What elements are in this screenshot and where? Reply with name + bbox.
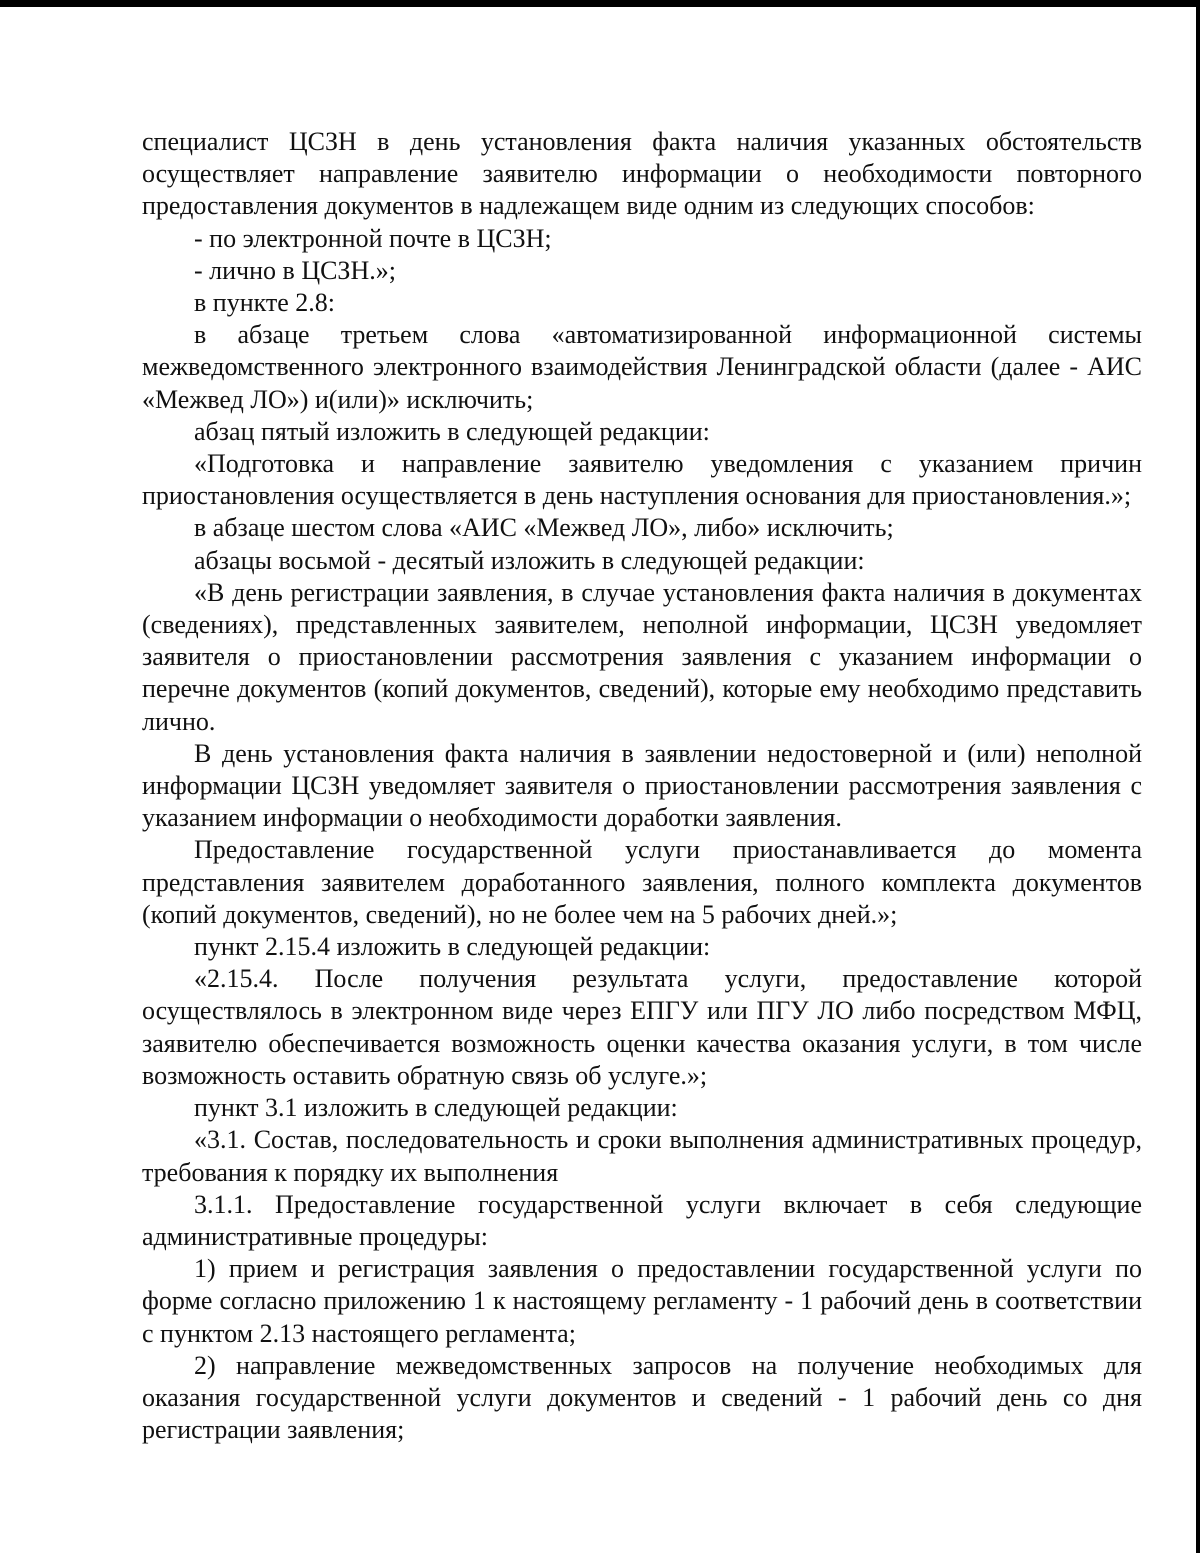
scan-edge-right: [1196, 0, 1200, 1553]
paragraph: пункт 2.15.4 изложить в следующей редакции:: [194, 932, 711, 962]
document-body: [142, 126, 1142, 1446]
paragraph: 1) прием и регистрация заявления о предоставлении государственной услуги по форме согласно приложению 1 к настоящему регламенту - 1 рабочий день в соответствии с пунктом 2.13 настоящего регламента;: [142, 1254, 1142, 1348]
paragraph: абзац пятый изложить в следующей редакции:: [194, 416, 710, 446]
paragraph: абзацы восьмой - десятый изложить в следующей редакции:: [194, 545, 865, 575]
paragraph: в пункте 2.8:: [194, 288, 336, 318]
paragraph: «2.15.4. После получения результата услуги, предоставление которой осуществлялось в электронном виде через ЕПГУ или ПГУ ЛО либо посредством МФЦ, заявителю обеспечивается возможность оценки качества оказания услуги, в том числе возможность оставить обратную связь об услуге.»;: [142, 964, 1142, 1090]
scan-edge-top: [0, 0, 1200, 7]
paragraph: пункт 3.1 изложить в следующей редакции:: [194, 1093, 678, 1123]
paragraph: «Подготовка и направление заявителю уведомления с указанием причин приостановления осуществляется в день наступления основания для приостановления.»;: [142, 449, 1142, 511]
paragraph: «В день регистрации заявления, в случае установления факта наличия в документах (сведениях), представленных заявителем, неполной информации, ЦСЗН уведомляет заявителя о приостановлении рассмотрения заявления с указанием информации о перечне документов (копий документов, сведений), которые ему необходимо представить лично.: [142, 577, 1142, 736]
paragraph: - по электронной почте в ЦСЗН;: [194, 223, 552, 253]
paragraph: в абзаце третьем слова «автоматизированной информационной системы межведомственного электронного взаимодействия Ленинградской области (далее - АИС «Межвед ЛО») и(или)» исключить;: [142, 320, 1142, 414]
paragraph: специалист ЦСЗН в день установления факта наличия указанных обстоятельств осуществляет направление заявителю информации о необходимости повторного предоставления документов в надлежащем виде одним из следующих способов:: [142, 127, 1142, 221]
paragraph: - лично в ЦСЗН.»;: [194, 255, 396, 285]
paragraph: 3.1.1. Предоставление государственной услуги включает в себя следующие административные процедуры:: [142, 1189, 1142, 1251]
paragraph: «3.1. Состав, последовательность и сроки выполнения административных процедур, требования к порядку их выполнения: [142, 1125, 1142, 1187]
paragraph: В день установления факта наличия в заявлении недостоверной и (или) неполной информации ЦСЗН уведомляет заявителя о приостановлении рассмотрения заявления с указанием информации о необходимости доработки заявления.: [142, 738, 1142, 833]
paragraph: Предоставление государственной услуги приостанавливается до момента представления заявителем доработанного заявления, полного комплекта документов (копий документов, сведений), но не более чем на 5 рабочих дней.»;: [142, 835, 1142, 929]
paragraph: в абзаце шестом слова «АИС «Межвед ЛО», либо» исключить;: [194, 513, 894, 543]
paragraph: 2) направление межведомственных запросов на получение необходимых для оказания государственной услуги документов и сведений - 1 рабочий день со дня регистрации заявления;: [142, 1350, 1142, 1445]
